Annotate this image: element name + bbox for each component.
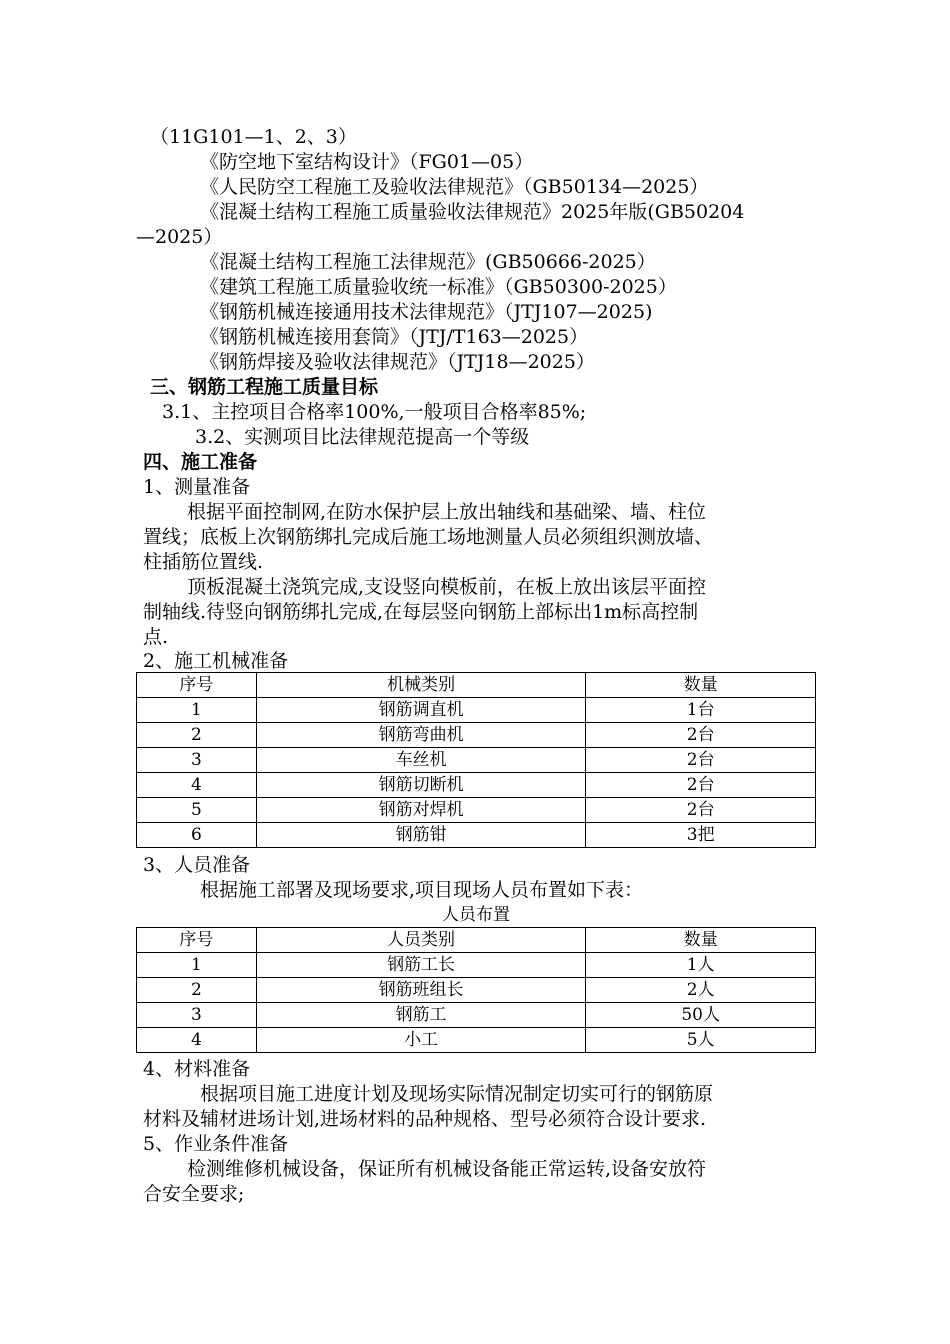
paragraph-line: 检测维修机械设备，保证所有机械设备能正常运转,设备安放符 xyxy=(187,1158,707,1180)
table-cell: 4 xyxy=(137,773,257,798)
subsection-title: 4、材料准备 xyxy=(143,1058,251,1080)
standard-item: 《钢筋焊接及验收法律规范》（JTJ18—2025） xyxy=(200,351,595,373)
table-header-row xyxy=(137,673,816,698)
standard-item: —2025） xyxy=(136,226,223,248)
table-cell: 钢筋工 xyxy=(256,1003,585,1028)
table-cell: 2台 xyxy=(586,773,816,798)
paragraph-line: 根据项目施工进度计划及现场实际情况制定切实可行的钢筋原 xyxy=(200,1083,714,1105)
table-cell: 5 xyxy=(137,798,257,823)
table-cell: 2台 xyxy=(586,748,816,773)
standard-item: 《钢筋机械连接通用技术法律规范》（JTJ107—2025) xyxy=(200,301,653,323)
table-row xyxy=(137,823,816,848)
table-cell: 钢筋班组长 xyxy=(256,978,585,1003)
header-cell: 序号 xyxy=(137,673,257,698)
table-cell: 6 xyxy=(137,823,257,848)
subsection-title: 2、施工机械准备 xyxy=(143,650,289,672)
table-row xyxy=(137,953,816,978)
personnel-table xyxy=(136,927,816,1053)
table-row xyxy=(137,978,816,1003)
table-cell: 2 xyxy=(137,978,257,1003)
table-row xyxy=(137,1028,816,1053)
paragraph-line: 顶板混凝土浇筑完成,支设竖向模板前，在板上放出该层平面控 xyxy=(187,576,707,598)
section-heading: 三、钢筋工程施工质量目标 xyxy=(150,376,379,398)
table-cell: 50人 xyxy=(586,1003,816,1028)
standard-item: 《建筑工程施工质量验收统一标准》（GB50300-2025） xyxy=(200,276,677,298)
machinery-table xyxy=(136,672,816,848)
table-cell: 2台 xyxy=(586,723,816,748)
header-cell: 人员类别 xyxy=(256,928,585,953)
table-cell: 1人 xyxy=(586,953,816,978)
section-heading: 四、施工准备 xyxy=(143,451,258,473)
subsection-title: 5、作业条件准备 xyxy=(143,1133,289,1155)
table-cell: 2人 xyxy=(586,978,816,1003)
table-row xyxy=(137,748,816,773)
table-caption: 人员布置 xyxy=(442,905,510,925)
table-cell: 4 xyxy=(137,1028,257,1053)
quality-target-item: 3.1、主控项目合格率100%,一般项目合格率85%; xyxy=(162,401,587,423)
table-row xyxy=(137,1003,816,1028)
table-cell: 2台 xyxy=(586,798,816,823)
table-row xyxy=(137,723,816,748)
subsection-title: 1、测量准备 xyxy=(143,476,251,498)
table-cell: 2 xyxy=(137,723,257,748)
header-cell: 序号 xyxy=(137,928,257,953)
quality-target-item: 3.2、实测项目比法律规范提高一个等级 xyxy=(195,426,530,448)
table-cell: 钢筋对焊机 xyxy=(256,798,586,823)
table-cell: 小工 xyxy=(256,1028,585,1053)
paragraph-line: 制轴线.待竖向钢筋绑扎完成,在每层竖向钢筋上部标出1m标高控制 xyxy=(143,601,699,623)
paragraph-line: 合安全要求; xyxy=(143,1183,245,1205)
table-cell: 车丝机 xyxy=(256,748,586,773)
header-cell: 数量 xyxy=(586,673,816,698)
table-cell: 1台 xyxy=(586,698,816,723)
paragraph-line: 柱插筋位置线. xyxy=(143,551,264,573)
paragraph-line: 材料及辅材进场计划,进场材料的品种规格、型号必须符合设计要求. xyxy=(143,1108,707,1130)
paragraph-line: 根据平面控制网,在防水保护层上放出轴线和基础梁、墙、柱位 xyxy=(187,501,707,523)
header-cell: 机械类别 xyxy=(256,673,586,698)
table-cell: 钢筋调直机 xyxy=(256,698,586,723)
standard-item: 《人民防空工程施工及验收法律规范》（GB50134—2025） xyxy=(200,176,709,198)
table-cell: 钢筋弯曲机 xyxy=(256,723,586,748)
table-row xyxy=(137,698,816,723)
paragraph-line: 根据施工部署及现场要求,项目现场人员布置如下表： xyxy=(200,879,644,901)
table-cell: 3把 xyxy=(586,823,816,848)
standard-item: 《钢筋机械连接用套筒》（JTJ/T163—2025） xyxy=(200,326,589,348)
header-cell: 数量 xyxy=(586,928,816,953)
table-cell: 1 xyxy=(137,953,257,978)
table-header-row xyxy=(137,928,816,953)
table-row xyxy=(137,798,816,823)
table-cell: 钢筋工长 xyxy=(256,953,585,978)
table-cell: 钢筋钳 xyxy=(256,823,586,848)
table-row xyxy=(137,773,816,798)
table-cell: 5人 xyxy=(586,1028,816,1053)
table-cell: 3 xyxy=(137,1003,257,1028)
standard-item: 《混凝土结构工程施工法律规范》(GB50666-2025） xyxy=(200,251,656,273)
subsection-title: 3、人员准备 xyxy=(143,854,251,876)
standard-item: 《防空地下室结构设计》（FG01—05） xyxy=(200,151,534,173)
table-cell: 3 xyxy=(137,748,257,773)
table-cell: 1 xyxy=(137,698,257,723)
paragraph-line: 点. xyxy=(143,626,169,648)
table-cell: 钢筋切断机 xyxy=(256,773,586,798)
standard-item: （11G101—1、2、3） xyxy=(150,126,357,148)
standard-item: 《混凝土结构工程施工质量验收法律规范》2025年版(GB50204 xyxy=(200,201,745,223)
paragraph-line: 置线；底板上次钢筋绑扎完成后施工场地测量人员必须组织测放墙、 xyxy=(143,526,714,548)
